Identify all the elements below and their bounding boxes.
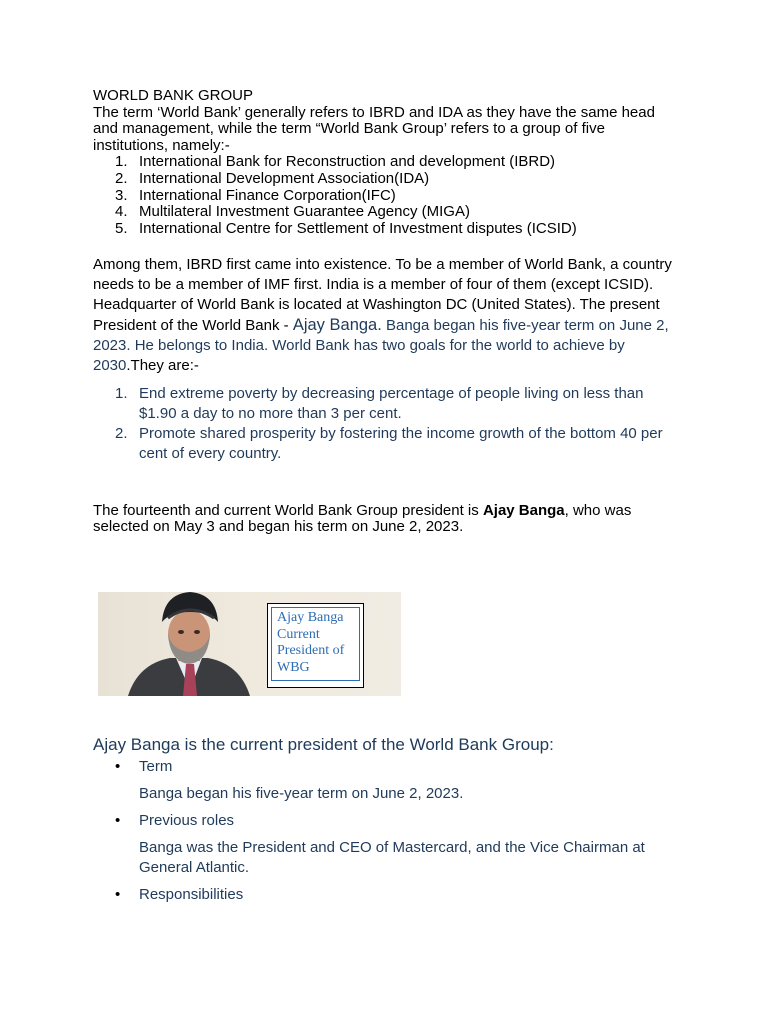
history-paragraph: Among them, IBRD first came into existence. To be a member of World Bank, a country needs to be a member of IMF first. India is a member of four of them (except ICSID). Headquarter of World Bank is located at Washington DC (United States). The present President of the World Bank - Ajay Banga. Banga began his five-year term on June 2, 2023. He belongs to India. World Bank has two goals for the world to achieve by 2030.They are:-: [93, 255, 672, 374]
list-item: 1. End extreme poverty by decreasing percentage of people living on less than $1.90 a day to no more than 3 per cent.: [115, 384, 644, 422]
list-item: 1. International Bank for Reconstruction and development (IBRD): [115, 153, 556, 170]
list-item: • Previous roles: [115, 812, 235, 829]
list-item-detail: Banga was the President and CEO of Mastercard, and the Vice Chairman at General Atlantic.: [139, 839, 645, 876]
list-item: • Responsibilities: [115, 886, 244, 903]
section-heading: Ajay Banga is the current president of the World Bank Group:: [93, 735, 554, 754]
list-item-detail: Banga began his five-year term on June 2, 2023.: [139, 785, 464, 802]
intro-paragraph: The term ‘World Bank’ generally refers to IBRD and IDA as they have the same head and management, while the term “World Bank Group’ refers to a group of five institutions, namely:-: [93, 103, 655, 154]
list-item: • Term: [115, 758, 173, 775]
list-item: 5. International Centre for Settlement of Investment disputes (ICSID): [115, 220, 577, 238]
document-body: [93, 88, 678, 536]
institutions-list: [93, 154, 678, 238]
president-paragraph: The fourteenth and current World Bank Group president is Ajay Banga, who was selected on May 3 and began his term on June 2, 2023.: [93, 501, 632, 536]
document-title: WORLD BANK GROUP: [93, 87, 254, 104]
photo-caption: Ajay Banga Current President of WBG: [271, 607, 360, 681]
goals-list: [93, 384, 678, 464]
list-item: 3. International Finance Corporation(IFC): [115, 186, 396, 204]
photo-caption-box: [267, 603, 364, 688]
details-list: [93, 757, 683, 905]
list-item: 4. Multilateral Investment Guarantee Agency (MIGA): [115, 203, 470, 221]
list-item: 2. Promote shared prosperity by fostering the income growth of the bottom 40 per cent of every country.: [115, 424, 663, 462]
president-name: Ajay Banga.: [292, 315, 382, 334]
list-item: 2. International Development Association(IDA): [115, 169, 430, 187]
